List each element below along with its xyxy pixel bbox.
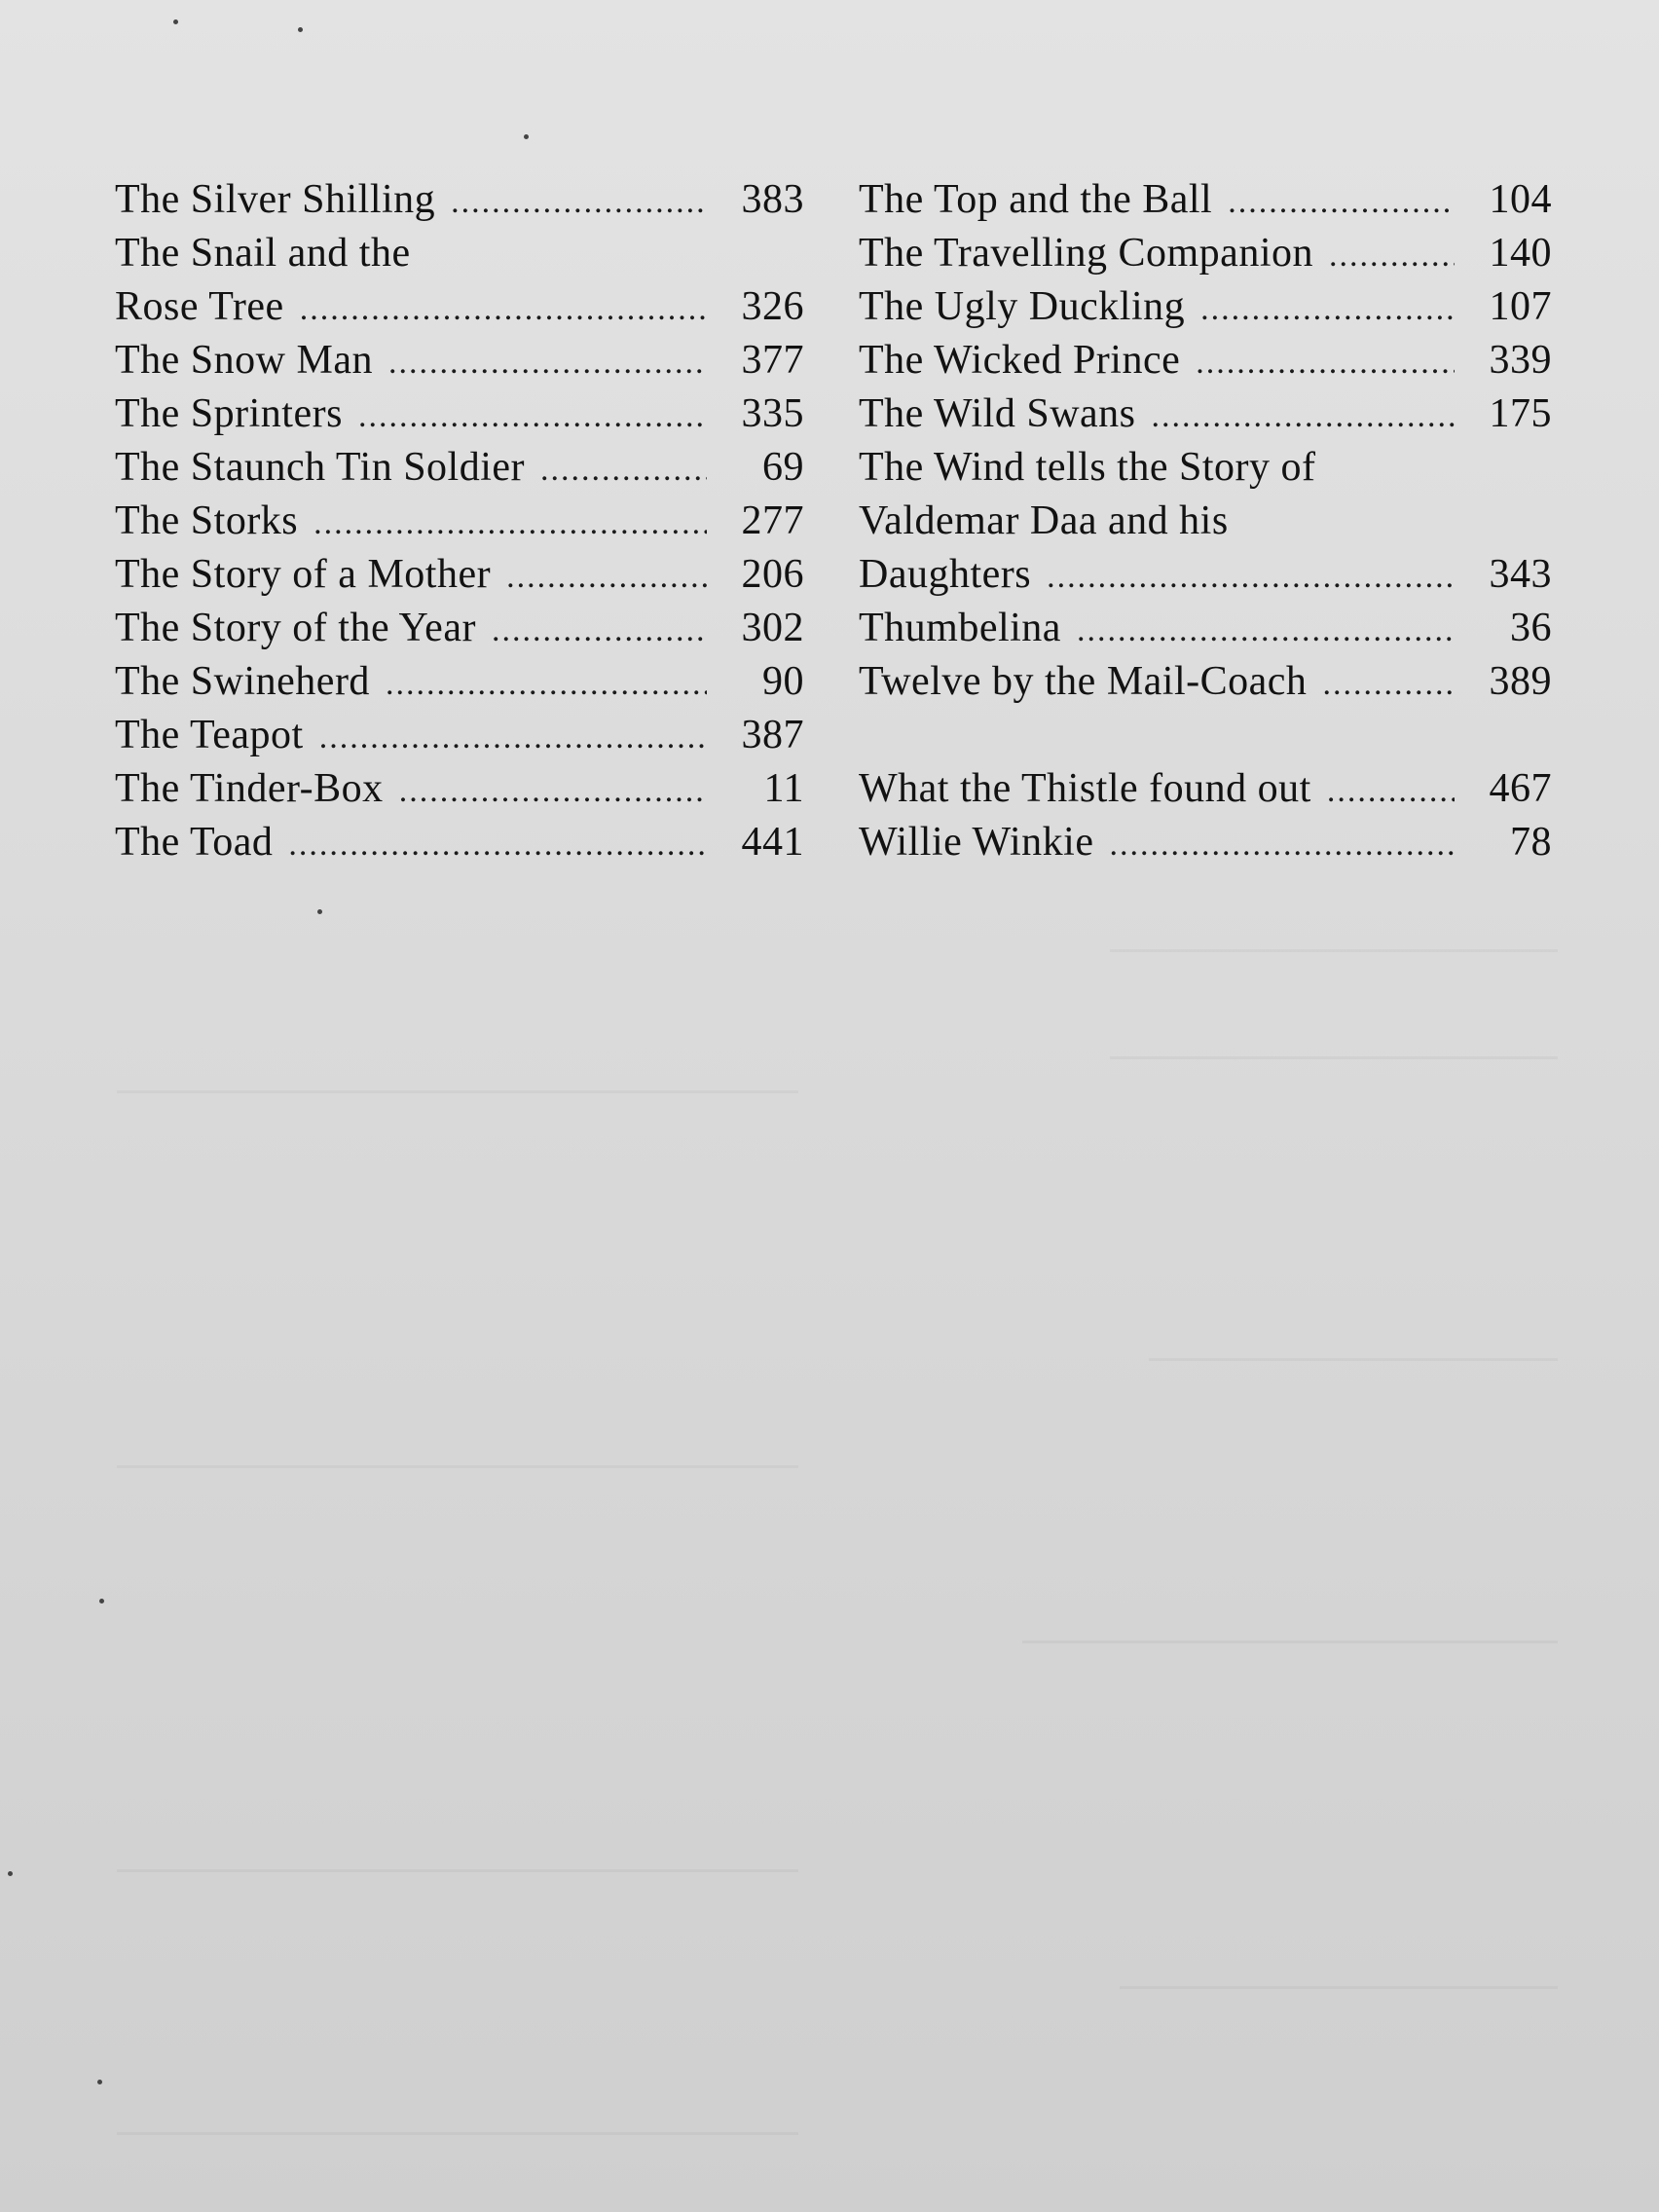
toc-entry [859, 762, 1552, 816]
toc-title: The Snow Man [115, 338, 373, 383]
dust-speck [298, 27, 303, 32]
toc-title: The Wind tells the Story of [859, 445, 1316, 490]
toc-page-number: 302 [741, 606, 804, 650]
leader-dots [388, 336, 707, 389]
toc-title: Willie Winkie [859, 820, 1094, 865]
toc-page-number: 389 [1489, 659, 1552, 704]
leader-dots [506, 550, 707, 604]
dust-speck [173, 19, 178, 24]
leader-dots [319, 711, 707, 764]
leader-dots [1152, 389, 1455, 443]
toc-title: Thumbelina [859, 606, 1061, 650]
toc-page-number: 90 [762, 659, 804, 704]
toc-title: The Story of the Year [115, 606, 476, 650]
toc-page-number: 277 [741, 498, 804, 543]
leader-dots [386, 657, 707, 711]
toc-title: The Tinder-Box [115, 766, 384, 811]
toc-title: The Storks [115, 498, 299, 543]
toc-page-number: 107 [1489, 284, 1552, 329]
toc-title: The Travelling Companion [859, 231, 1313, 276]
toc-entry [115, 655, 804, 709]
leader-dots [1109, 818, 1455, 871]
dust-speck [8, 1871, 13, 1876]
toc-page-number: 387 [741, 713, 804, 757]
leader-dots [399, 764, 707, 818]
toc-page-number: 441 [741, 820, 804, 865]
toc-entry [859, 173, 1552, 227]
toc-entry [859, 655, 1552, 709]
toc-page-number: 335 [741, 391, 804, 436]
toc-title: The Teapot [115, 713, 304, 757]
toc-page-number: 36 [1510, 606, 1552, 650]
toc-title: The Toad [115, 820, 274, 865]
toc-page-number: 339 [1489, 338, 1552, 383]
toc-entry [115, 762, 804, 816]
toc-entry [859, 548, 1552, 602]
toc-title: The Ugly Duckling [859, 284, 1186, 329]
toc-page-number: 383 [741, 177, 804, 222]
toc-entry [859, 280, 1552, 334]
leader-dots [300, 282, 707, 336]
leader-dots [1329, 229, 1455, 282]
dust-speck [524, 134, 529, 139]
dust-speck [317, 909, 322, 914]
toc-title: Valdemar Daa and his [859, 498, 1229, 543]
toc-entry [115, 709, 804, 762]
leader-dots [1196, 336, 1455, 389]
toc-entry [115, 548, 804, 602]
toc-entry [115, 334, 804, 387]
toc-left-column [115, 173, 804, 869]
toc-right-column [859, 173, 1552, 869]
toc-page-number: 78 [1510, 820, 1552, 865]
toc-entry [115, 816, 804, 869]
toc-title: The Sprinters [115, 391, 343, 436]
toc-entry [859, 441, 1552, 495]
leader-dots [540, 443, 707, 497]
leader-dots [1322, 657, 1455, 711]
toc-entry [115, 173, 804, 227]
toc-entry [859, 387, 1552, 441]
toc-entry [859, 602, 1552, 655]
toc-title: The Staunch Tin Soldier [115, 445, 526, 490]
toc-entry [115, 387, 804, 441]
toc-entry [859, 816, 1552, 869]
toc-page-number: 11 [763, 766, 804, 811]
toc-page-number: 175 [1489, 391, 1552, 436]
leader-dots [1327, 764, 1455, 818]
toc-title: The Snail and the [115, 231, 411, 276]
leader-dots [1228, 175, 1455, 229]
leader-dots [288, 818, 707, 871]
toc-page-number: 377 [741, 338, 804, 383]
toc-page-number: 343 [1489, 552, 1552, 597]
toc-title: The Top and the Ball [859, 177, 1213, 222]
leader-dots [492, 604, 707, 657]
toc-entry [859, 495, 1552, 548]
toc-entry [115, 602, 804, 655]
toc-page-number: 140 [1489, 231, 1552, 276]
leader-dots [1047, 550, 1455, 604]
toc-page-number: 467 [1489, 766, 1552, 811]
leader-dots [451, 175, 707, 229]
toc-title: Rose Tree [115, 284, 284, 329]
toc-title: The Wild Swans [859, 391, 1136, 436]
toc-title: Daughters [859, 552, 1032, 597]
toc-title: The Silver Shilling [115, 177, 436, 222]
toc-title: Twelve by the Mail-Coach [859, 659, 1308, 704]
toc-title: What the Thistle found out [859, 766, 1311, 811]
toc-page-number: 69 [762, 445, 804, 490]
dust-speck [97, 2080, 102, 2084]
dust-speck [99, 1599, 104, 1604]
toc-entry [115, 227, 804, 280]
toc-title: The Story of a Mother [115, 552, 492, 597]
toc-entry [115, 280, 804, 334]
toc-entry [115, 495, 804, 548]
toc-title: The Wicked Prince [859, 338, 1181, 383]
toc-entry [859, 227, 1552, 280]
toc-page-number: 326 [741, 284, 804, 329]
leader-dots [313, 497, 707, 550]
toc-entry [859, 334, 1552, 387]
toc-gap [859, 709, 1552, 762]
leader-dots [1077, 604, 1455, 657]
toc-title: The Swineherd [115, 659, 370, 704]
toc-page-number: 206 [741, 552, 804, 597]
toc-page-number: 104 [1489, 177, 1552, 222]
toc-entry [115, 441, 804, 495]
leader-dots [358, 389, 707, 443]
leader-dots [1200, 282, 1455, 336]
